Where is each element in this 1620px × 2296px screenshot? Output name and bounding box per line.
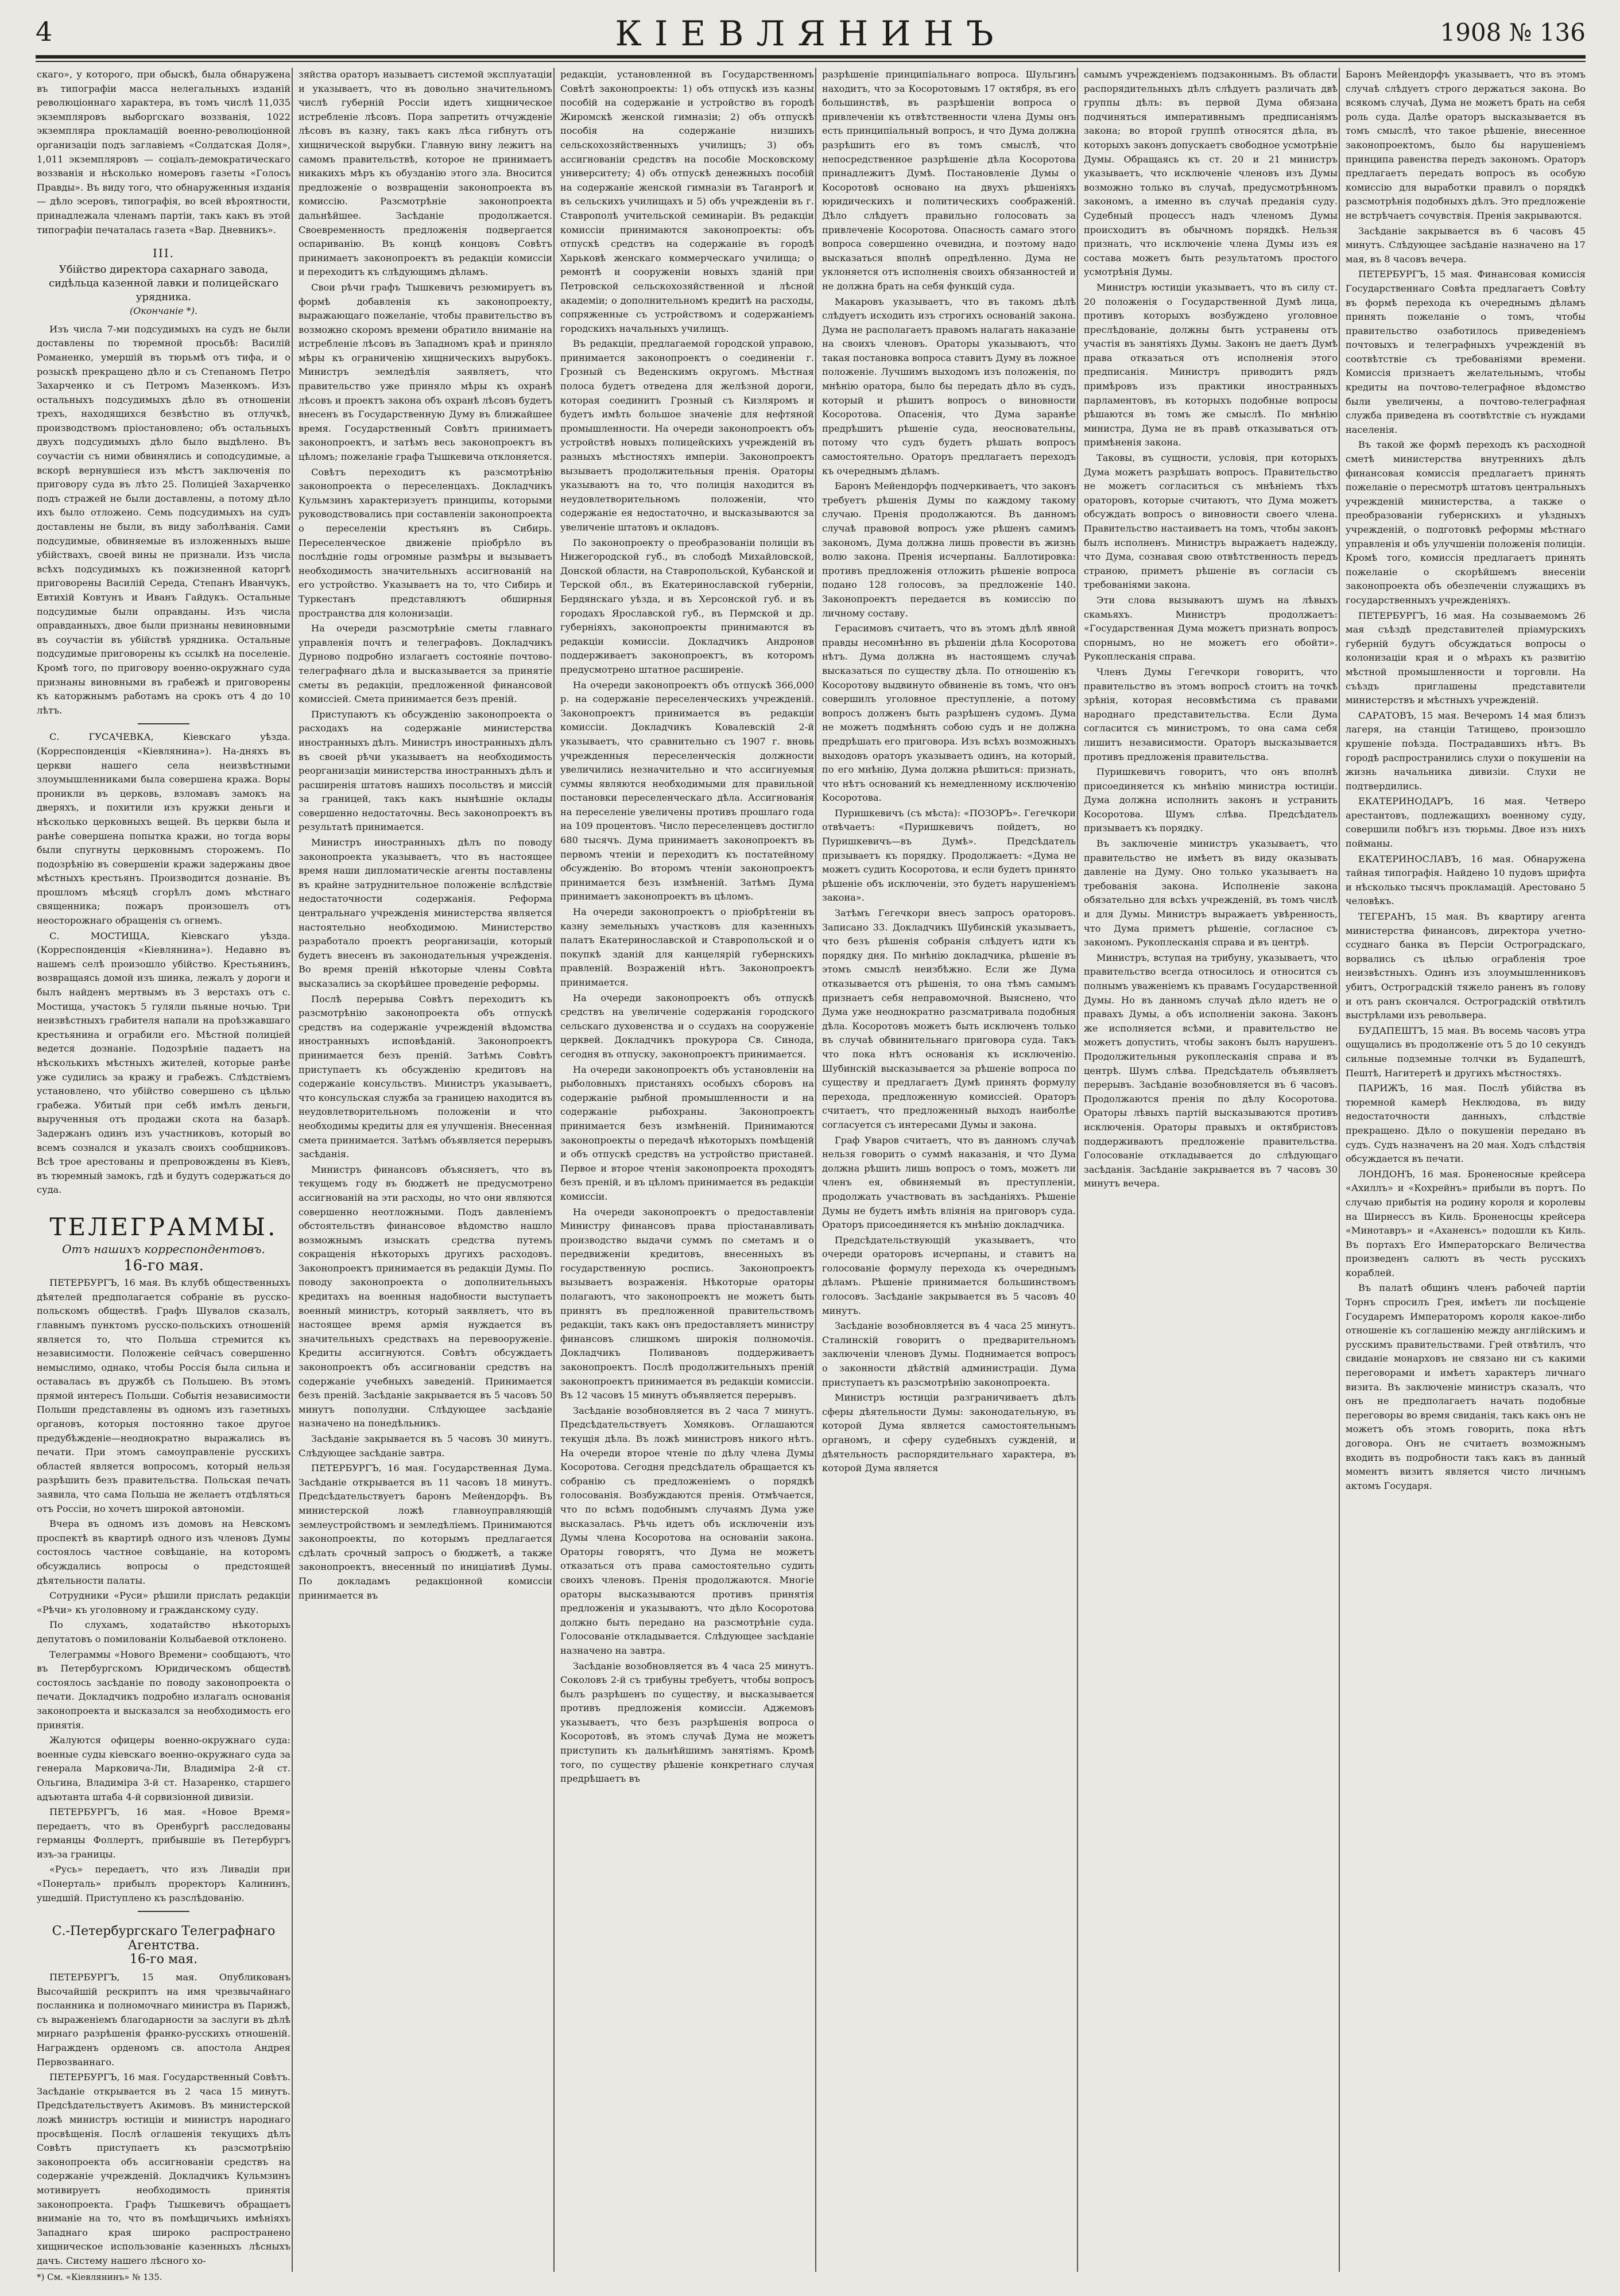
- paragraph: Жалуются офицеры военно-окружнаго суда: военные суды кіевскаго военно-окружнаго суда за генерала Марковича-Ли, Владиміра 2-й ст. Ольгина, Владиміра 3-й ст. Назаренко, старшего адъютанта штаба 4-й сорвизіонной дивизіи.: [37, 1735, 290, 1802]
- paragraph: скаго», у которого, при обыскѣ, была обнаружена въ типографіи масса нелегальныхъ изданій революціоннаго характера, въ томъ числѣ 11,035 экземпляровъ выборгскаго воззванія, 1022 экземпляра прокламацій военно-революціонной организаціи подъ заглавіемъ «Солдатская Доля», 1,011 экземпляровъ — соціалъ-демократическаго воззванія и нѣсколько номеровъ газеты «Голосъ Правды». Въ виду того, что обнаруженныя изданія — дѣло эсеровъ, типографія, во всей вѣроятности, принадлежала членамъ партіи, такъ какъ въ этой типографіи печаталась газета «Вар. Дневникъ».: [37, 69, 290, 235]
- column-divider: [553, 68, 555, 2272]
- column-divider: [815, 68, 816, 2272]
- paragraph: зяйства ораторъ называетъ системой эксплуатаціи и указываетъ, что въ довольно значительномъ числѣ губерній Россіи идетъ хищническое истребленіе лѣсовъ. Пора запретить отчужденіе лѣсовъ въ казну, такъ какъ лѣса гибнутъ отъ хищнической вырубки. Главную вину лежитъ на самомъ правительствѣ, которое не принимаетъ никакихъ мѣръ къ обузданію этого зла. Вносится предложеніе о возвращеніи законопроекта въ комиссію. Разсмотрѣніе законопроекта дальнѣйшее. Засѣданіе продолжается. Своевременность предложенія подвергается оспариванію. Въ концѣ концовъ Совѣтъ принимаетъ законопроектъ въ редакціи комиссіи и переходитъ къ слѣдующимъ дѣламъ.: [299, 69, 552, 278]
- column-divider: [1339, 68, 1340, 2272]
- paragraph: ПЕТЕРБУРГЪ, 15 мая. Финансовая комиссія Государственнаго Совѣта предлагаетъ Совѣту въ формѣ перехода къ очереднымъ дѣламъ принять пожеланіе о томъ, чтобы правительство озаботилось приведеніемъ почтовыхъ и телеграфныхъ учрежденій въ соотвѣтствіе съ требованіями времени. Комиссія признаетъ желательнымъ, чтобы кредиты на почтово-телеграфное вѣдомство были увеличены, а почтово-телеграфная служба приведена въ соотвѣтствіе съ нуждами населенія.: [1346, 269, 1586, 435]
- column-3: [560, 68, 814, 2272]
- paragraph: Таковы, въ сущности, условія, при которыхъ Дума можетъ разрѣшать вопросъ. Правительство не можетъ согласиться съ мнѣніемъ тѣхъ ораторовъ, которые считаютъ, что Дума можетъ обсуждать вопросъ о виновности своего члена. Правительство настаиваетъ на томъ, чтобы законъ былъ исполненъ. Министръ выражаетъ надежду, что Дума, сознавая свою отвѣтственность передъ страною, приметъ рѣшеніе въ согласіи съ требованіями закона.: [1084, 452, 1338, 591]
- paragraph: Въ такой же формѣ переходъ къ расходной сметѣ министерства внутреннихъ дѣлъ финансовая комиссія предлагаетъ принять пожеланіе о пересмотрѣ штатовъ центральныхъ учрежденій министерства, а также о преобразованіи губернскихъ и уѣздныхъ учрежденій, о подготовкѣ реформы мѣстнаго управленія и объ улучшеніи положенія полиціи. Кромѣ того, комиссія предлагаетъ принять пожеланіе о скорѣйшемъ внесеніи законопроекта объ обезпеченіи служащихъ въ государственныхъ учрежденіяхъ.: [1346, 439, 1586, 606]
- paragraph: С. ГУСАЧЕВКА, Кіевскаго уѣзда. (Корреспонденція «Кіевлянина»). На-дняхъ въ церкви нашего села неизвѣстными злоумышленниками была совершена кража. Воры проникли въ церковь, взломавъ замокъ на дверяхъ, и похитили изъ кружки деньги и нѣсколько церковныхъ вещей. Въ церкви была и ранѣе совершена попытка кражи, но тогда воры были спугнуты церковнымъ сторожемъ. По подозрѣнію въ совершеніи кражи задержаны двое мѣстныхъ крестьянъ. Производится дознаніе. Въ прошломъ мѣсяцѣ сгорѣлъ домъ мѣстнаго священника; пожаръ произошелъ отъ неосторожнаго обращенія съ огнемъ.: [37, 731, 290, 926]
- paragraph: Министръ юстиціи разграничиваетъ дѣлъ сферы дѣятельности Думы: законодательную, въ которой Дума является самостоятельнымъ органомъ, и сферу судебныхъ сужденій, и дѣятельность распорядительнаго характера, въ которой Дума является: [822, 1392, 1076, 1474]
- header-rule-thin: [36, 61, 1586, 62]
- paragraph: редакціи, установленной въ Государственномъ Совѣтѣ законопроекты: 1) объ отпускѣ изъ казны пособій на содержаніе и устройство въ городѣ Жиромскѣ женской гимназіи; 2) объ отпускѣ пособія на содержаніе низшихъ сельскохозяйственныхъ училищъ; 3) объ ассигнованіи средствъ на пособіе Московскому университету; 4) объ отпускѣ денежныхъ пособій на содержаніе женской гимназіи въ Таганрогѣ и въ сельскихъ училищахъ и 5) объ учрежденіи въ г. Ставрополѣ учительской семинаріи. Въ редакціи комиссіи принимаются законопроекты: объ отпускѣ средствъ на содержаніе въ городѣ Харьковѣ женскаго коммерческаго училища; о ремонтѣ и сооруженіи новыхъ зданій при Петровской сельскохозяйственной и лѣсной академіи; о дополнительномъ кредитѣ на расходы, сопряженные съ устройствомъ и содержаніемъ городскихъ начальныхъ училищъ.: [560, 69, 814, 334]
- section-title-text: Убійство директора сахарнаго завода, сидѣльца казенной лавки и полицейскаго урядника.: [48, 263, 279, 303]
- paragraph: Пуришкевичъ (съ мѣста): «ПОЗОРЪ». Гегечкори отвѣчаетъ: «Пуришкевичъ пойдетъ, но Пуришкевичъ—въ Думѣ». Предсѣдатель призываетъ къ порядку. Продолжаетъ: «Дума не можетъ судить Косоротова, и если будетъ принято рѣшеніе объ исключеніи, это будетъ нарушеніемъ закона».: [822, 807, 1076, 903]
- section-subtitle: (Окончаніе *).: [129, 305, 198, 316]
- paragraph: Изъ числа 7-ми подсудимыхъ на судъ не были доставлены по тюремной просьбѣ: Василій Романенко, умершій въ тюрьмѣ отъ тифа, и о розыскѣ прекращено дѣло и съ Степаномъ Петро Захарченко и съ Петромъ Мазенкомъ. Изъ остальныхъ подсудимыхъ дѣло въ отношеніи трехъ, находящихся безвѣстно въ отлучкѣ, производствомъ пріостановлено; объ остальныхъ двухъ подсудимыхъ дѣло было выдѣлено. Въ соучастіи съ ними обвинялись и соподсудимые, а вскорѣ вернувшіеся изъ мѣстъ заключенія по приговору суда въ лѣто 25. Полиціей Захарченко подъ стражей не были доставлены, а потому дѣло ихъ было отложено. Семь подсудимыхъ на судъ доставлены не были, въ виду заболѣванія. Сами подсудимые, обвиняемые въ изложенныхъ выше убійствахъ, своей вины не признали. Изъ числа всѣхъ подсудимыхъ къ пожизненной каторгѣ приговорены Василій Середа, Степанъ Иванчукъ, Евтихій Ковтунъ и Иванъ Гайдукъ. Остальные подсудимые были оправданы. Изъ числа оправданныхъ, двое были признаны невиновными въ соучастіи въ убійствѣ урядника. Остальные подсудимые приговорены къ ссылкѣ на поселеніе. Кромѣ того, по приговору военно-окружнаго суда признаны виновными въ грабежѣ и приговорены къ каторжнымъ работамъ на срокъ отъ 4 до 10 лѣтъ.: [37, 323, 290, 716]
- agency-name-cont: Агентства.: [127, 1938, 200, 1953]
- telegrams-date: 16-го мая.: [123, 1256, 204, 1274]
- paragraph: Сотрудники «Руси» рѣшили прислать редакціи «Рѣчи» къ уголовному и гражданскому суду.: [37, 1590, 290, 1615]
- paragraph: САРАТОВЪ, 15 мая. Вечеромъ 14 мая близъ лагеря, на станціи Татищево, произошло крушеніе поѣзда. Пострадавшихъ нѣтъ. Въ городѣ распространились слухи о покушеніи на жизнь начальника дивизіи. Слухи не подтвердились.: [1346, 709, 1586, 792]
- paragraph: Герасимовъ считаетъ, что въ этомъ дѣлѣ явной правды несомнѣнно въ рѣшеніи дѣла Косоротова нѣтъ. Дума должна въ настоящемъ случаѣ высказаться по существу дѣла. По отношенію къ Косоротову выдвинуто обвиненіе въ томъ, что онъ совершилъ уголовное преступленіе, а потому вопросъ долженъ быть разрѣшенъ судомъ. Дума не можетъ подмѣнять собою судъ и не должна предрѣшать его приговора. Изъ всѣхъ возможныхъ выходовъ ораторъ указываетъ одинъ, на который, по его мнѣнію, Дума должна рѣшиться: признать, что нѣтъ оснований къ немедленному исключенію Косоротова.: [822, 623, 1076, 804]
- paragraph: Членъ Думы Гегечкори говоритъ, что правительство въ этомъ вопросѣ стоитъ на точкѣ зрѣнія, которая несовмѣстима съ правами народнаго представительства. Если Дума согласится съ министромъ, то она сама себя лишитъ независимости. Ораторъ высказывается противъ предложенія правительства.: [1084, 666, 1338, 762]
- footnote-rule: [37, 2268, 129, 2269]
- paragraph: Эти слова вызываютъ шумъ на лѣвыхъ скамьяхъ. Министръ продолжаетъ: «Государственная Дума можетъ признать вопросъ спорнымъ, но не можетъ его обойти». Рукоплесканія справа.: [1084, 594, 1338, 662]
- paragraph: Засѣданіе возобновляется въ 4 часа 25 минутъ. Сталинскій говоритъ о предварительномъ заключеніи членовъ Думы. Поднимается вопросъ о законности дѣйствій администраціи. Дума приступаетъ къ разсмотрѣнію законопроекта.: [822, 1320, 1076, 1388]
- column-6: [1346, 68, 1586, 2272]
- agency-heading: [37, 1925, 290, 1967]
- paragraph: На очереди разсмотрѣніе сметы главнаго управленія почтъ и телеграфовъ. Докладчикъ Дурново подробно излагаетъ состояніе почтово-телеграфнаго дѣла и высказывается за принятіе сметы въ редакціи, предложенной финансовой комиссіей. Смета принимается безъ преній.: [299, 623, 552, 705]
- paragraph: ПЕТЕРБУРГЪ, 16 мая. Государственная Дума. Засѣданіе открывается въ 11 часовъ 18 минутъ. Предсѣдательствуетъ баронъ Мейендорфъ. Въ министерской ложѣ главноуправляющій землеустройствомъ и земледѣліемъ. Принимаются законопроекты, по которымъ предлагается сдѣлать срочный запросъ о бюджетѣ, а также законопроектъ, внесенный по иниціативѣ Думы. По докладамъ редакціонной комиссіи принимается въ: [299, 1463, 552, 1601]
- paragraph: ТЕГЕРАНЪ, 15 мая. Въ квартиру агента министерства финансовъ, директора учетно-ссуднаго банка въ Персіи Остроградскаго, ворвались съ цѣлью ограбленія трое неизвѣстныхъ. Одинъ изъ злоумышленниковъ убитъ, Остроградскій тяжело раненъ въ голову и отъ ранъ скончался. Остроградскій отвѣтилъ выстрѣлами изъ револьвера.: [1346, 911, 1586, 1021]
- paragraph: «Русь» передаетъ, что изъ Ливадіи при «Понерталь» прибылъ проректоръ Калининъ, ушедшій. Приступлено къ разслѣдованію.: [37, 1864, 290, 1903]
- section-title: [37, 263, 290, 318]
- running-head: [36, 16, 1586, 53]
- paragraph: ПЕТЕРБУРГЪ, 16 мая. Государственный Совѣтъ. Засѣданіе открывается въ 2 часа 15 минутъ. Предсѣдательствуетъ Акимовъ. Въ министерской ложѣ министръ юстиціи и министръ народнаго просвѣщенія. Послѣ оглашенія текущихъ дѣлъ Совѣтъ приступаетъ къ разсмотрѣнію законопроекта объ ассигнованіи средствъ на содержаніе учрежденій. Докладчикъ Кульмзинъ мотивируетъ необходимость принятія законопроекта. Графъ Тышкевичъ обращаетъ вниманіе на то, что въ помѣщичьихъ имѣніяхъ Западнаго края широко распространено хищническое использованіе казенныхъ лѣсныхъ дачъ. Систему нашего лѣсного хо-: [37, 2072, 290, 2266]
- paragraph: Министръ юстиціи указываетъ, что въ силу ст. 20 положенія о Государственной Думѣ лица, противъ которыхъ возбуждено уголовное преслѣдованіе, должны быть устранены отъ участія въ занятіяхъ Думы. Законъ не даетъ Думѣ права отказаться отъ исполненія этого предписанія. Министръ приводитъ рядъ примѣровъ изъ практики иностранныхъ парламентовъ, въ которыхъ подобные вопросы рѣшаются въ томъ же смыслѣ. По мнѣнію министра, Дума не въ правѣ отказываться отъ примѣненія закона.: [1084, 281, 1338, 448]
- paragraph: Баронъ Мейендорфъ подчеркиваетъ, что законъ требуетъ рѣшенія Думы по каждому такому случаю. Пренія продолжаются. Въ данномъ случаѣ правовой вопросъ уже рѣшенъ самимъ закономъ, Дума должна лишь провести въ жизнь волю закона. Пренія исчерпаны. Баллотировка: противъ предложенія отложить рѣшеніе вопроса подано 128 голосовъ, за предложеніе 140. Законопроектъ передается въ комиссію по личному составу.: [822, 480, 1076, 619]
- paragraph: Баронъ Мейендорфъ указываетъ, что въ этомъ случаѣ слѣдуетъ строго держаться закона. Во всякомъ случаѣ, Дума не можетъ брать на себя роль суда. Далѣе ораторъ высказывается въ томъ смыслѣ, что такое рѣшеніе, внесенное законопроектомъ, было бы нарушеніемъ принципа равенства передъ закономъ. Ораторъ предлагаетъ передать вопросъ въ особую комиссію для выработки правилъ о порядкѣ разсмотрѣнія подобныхъ дѣлъ. Это предложеніе не встрѣчаетъ сочувствія. Пренія закрываются.: [1346, 69, 1586, 221]
- paragraph: Макаровъ указываетъ, что въ такомъ дѣлѣ слѣдуетъ исходить изъ строгихъ основаній закона. Дума не располагаетъ правомъ налагать наказаніе на своихъ членовъ. Ораторы указываютъ, что такая постановка вопроса ставитъ Думу въ ложное положеніе. Лучшимъ выходомъ изъ положенія, по мнѣнію оратора, было бы передать дѣло въ судъ, который и рѣшитъ вопросъ о виновности Косоротова. Опасенія, что Дума заранѣе предрѣшитъ рѣшеніе суда, неосновательны, потому что судъ будетъ рѣшать вопросъ самостоятельно. Ораторъ предлагаетъ переходъ къ очереднымъ дѣламъ.: [822, 296, 1076, 476]
- paragraph: ПЕТЕРБУРГЪ, 16 мая. На созываемомъ 26 мая съѣздѣ представителей пріамурскихъ губерній будутъ обсуждаться вопросы о колонизаціи края и о мѣрахъ къ развитію мѣстной промышленности и торговли. На съѣздъ приглашены представители министерствъ и мѣстныхъ учрежденій.: [1346, 610, 1586, 706]
- footnote: *) См. «Кіевлянинъ» № 135.: [37, 2272, 162, 2282]
- paragraph: Засѣданіе закрывается въ 5 часовъ 30 минутъ. Слѣдующее засѣданіе завтра.: [299, 1433, 552, 1459]
- telegrams-heading: [37, 1212, 290, 1273]
- paragraph: Свои рѣчи графъ Тышкевичъ резюмируетъ въ формѣ добавленія къ законопроекту, выражающаго пожеланіе, чтобы правительство въ возможно скоромъ времени обратило вниманіе на истребленіе лѣсовъ въ Западномъ краѣ и приняло мѣры къ ограниченію хищническихъ вырубокъ. Министръ земледѣлія заявляетъ, что правительство уже приняло мѣры къ охранѣ лѣсовъ и проектъ закона объ охранѣ лѣсовъ будетъ внесенъ въ Государственную Думу въ ближайшее время. Государственный Совѣтъ принимаетъ законопроектъ, и затѣмъ весь законопроектъ въ цѣломъ; пожеланіе графа Тышкевича отклоняется.: [299, 281, 552, 463]
- column-1: [37, 68, 290, 2272]
- paragraph: самымъ учрежденіемъ подзаконнымъ. Въ области распорядительныхъ дѣлъ слѣдуетъ различать двѣ группы дѣлъ: въ первой Дума обязана подчиняться императивнымъ предписаніямъ закона; во второй группѣ относятся дѣла, въ которыхъ законъ допускаетъ свободное усмотрѣніе Думы. Обращаясь къ ст. 20 и 21 министръ указываетъ, что исключеніе членовъ изъ Думы возможно только въ случаѣ, предусмотрѣнномъ закономъ, а именно въ случаѣ преданія суду. Судебный процессъ надъ членомъ Думы происходитъ въ обычномъ порядкѣ. Нельзя признать, что исключеніе члена Думы изъ ея состава можетъ быть результатомъ простого усмотрѣнія Думы.: [1084, 69, 1338, 278]
- paragraph: Вчера въ одномъ изъ домовъ на Невскомъ проспектѣ въ квартирѣ одного изъ членовъ Думы состоялось частное совѣщаніе, на которомъ обсуждались вопросы о предстоящей дѣятельности палаты.: [37, 1518, 290, 1586]
- paragraph: Приступаютъ къ обсужденію законопроекта о расходахъ на содержаніе министерства иностранныхъ дѣлъ. Министръ иностранныхъ дѣлъ въ своей рѣчи указываетъ на необходимость реорганизаціи министерства иностранныхъ дѣлъ и расширенія штатовъ нашихъ посольствъ и миссій за границей, такъ какъ нынѣшніе оклады совершенно недостаточны. Весь законопроектъ въ результатѣ принимается.: [299, 708, 552, 833]
- telegrams-title: ТЕЛЕГРАММЫ.: [49, 1212, 278, 1241]
- paragraph: Въ заключеніе министръ указываетъ, что правительство не имѣетъ въ виду оказывать давленіе на Думу. Оно только указываетъ на требованія закона. Исполненіе закона обязательно для всѣхъ учрежденій, въ томъ числѣ и для Думы. Министръ выражаетъ увѣренность, что Дума приметъ рѣшеніе, согласное съ закономъ. Рукоплесканія справа и въ центрѣ.: [1084, 838, 1338, 948]
- paragraph: Затѣмъ Гегечкори внесъ запросъ ораторовъ. Записано 33. Докладчикъ Шубинскій указываетъ, что безъ рѣшенія собранія слѣдуетъ идти къ порядку дня. По мнѣнію докладчика, рѣшеніе въ этомъ смыслѣ неизбѣжно. Если же Дума отказывается отъ рѣшенія, то она тѣмъ самымъ признаетъ себя неправомочной. Выяснено, что Дума уже неоднократно разсматривала подобныя дѣла. Косоротовъ можетъ быть исключенъ только въ случаѣ обвинительнаго приговора суда. Такъ что пока нѣтъ основанія къ исключенію. Шубинскій высказывается за рѣшеніе вопроса по существу и предлагаетъ Думѣ принять формулу перехода, предложенную комиссіей. Ораторъ считаетъ, что предложенный выходъ наиболѣе согласуется съ интересами Думы и закона.: [822, 907, 1076, 1130]
- paragraph: Засѣданіе возобновляется въ 2 часа 7 минутъ. Предсѣдательствуетъ Хомяковъ. Оглашаются текущія дѣла. Въ ложѣ министровъ никого нѣтъ. На очереди второе чтеніе по дѣлу члена Думы Косоротова. Сегодня предсѣдатель обращается къ собранію съ предложеніемъ о порядкѣ голосованія. Возбуждаются пренія. Отмѣчается, что по всѣмъ подобнымъ случаямъ Дума уже высказалась. Рѣчь идетъ объ исключеніи изъ Думы члена Косоротова на основаніи закона. Ораторы говорятъ, что Дума не можетъ отказаться отъ права самостоятельно судить своихъ членовъ. Пренія продолжаются. Многіе ораторы высказываются противъ принятія предложенія и указываютъ, что дѣло Косоротова должно быть передано на разсмотрѣніе суда. Голосованіе откладывается. Слѣдующее засѣданіе назначено на завтра.: [560, 1405, 814, 1656]
- paragraph: На очереди законопроектъ объ отпускѣ средствъ на увеличеніе содержанія городского сельскаго духовенства и о ссудахъ на сооруженіе церквей. Докладчикъ прокурора Св. Синода, сегодня въ отпуску, законопроектъ принимается.: [560, 992, 814, 1060]
- paragraph: Засѣданіе возобновляется въ 4 часа 25 минутъ. Соколовъ 2-й съ трибуны требуетъ, чтобы вопросъ былъ разрѣшенъ по существу, и высказывается противъ предложенія комиссіи. Аджемовъ указываетъ, что безъ разрѣшенія вопроса о Косоротовѣ, въ этомъ случаѣ Дума не можетъ приступить къ дальнѣйшимъ занятіямъ. Кромѣ того, по существу рѣшеніе конкретнаго случая предрѣшаетъ въ: [560, 1660, 814, 1785]
- issue-number: 1908 № 136: [1440, 18, 1586, 46]
- paragraph: ПАРИЖЪ, 16 мая. Послѣ убійства въ тюремной камерѣ Неклюдова, въ виду недостаточности данныхъ, слѣдствіе прекращено. Дѣло о покушеніи передано въ судъ. Судъ назначенъ на 20 мая. Ходъ слѣдствія обсуждается въ печати.: [1346, 1083, 1586, 1165]
- divider: [138, 723, 189, 724]
- paragraph: Предсѣдательствующій указываетъ, что очереди ораторовъ исчерпаны, и ставитъ на голосованіе формулу перехода къ очереднымъ дѣламъ. Рѣшеніе принимается большинствомъ голосовъ. Засѣданіе закрывается въ 5 часовъ 40 минутъ.: [822, 1234, 1076, 1316]
- paragraph: разрѣшеніе принципіальнаго вопроса. Шульгинъ находитъ, что за Косоротовымъ 17 октября, въ его большинствѣ, въ разрѣшеніи вопроса о привлеченіи къ отвѣтственности члена Думы онъ есть принципіальный вопросъ, и что Дума должна разрѣшить его въ томъ смыслѣ, что непосредственное разрѣшеніе дѣла Косоротова принадлежитъ Думѣ. Постановленіе Думы о Косоротовѣ основано на двухъ рѣшеніяхъ юридическихъ и политическихъ соображеній. Дѣло слѣдуетъ правильно голосовать за привлеченіе Косоротова. Опасность самаго этого вопроса совершенно очевидна, и поэтому надо высказаться вполнѣ опредѣленно. Дума не уклоняется отъ исполненія своихъ обязанностей и не должна брать на себя функцій суда.: [822, 69, 1076, 292]
- agency-date: 16-го мая.: [129, 1952, 198, 1967]
- paragraph: Засѣданіе закрывается въ 6 часовъ 45 минутъ. Слѣдующее засѣданіе назначено на 17 мая, въ 8 часовъ вечера.: [1346, 225, 1586, 265]
- paragraph: ПЕТЕРБУРГЪ, 16 мая. «Новое Время» передаетъ, что въ Оренбургѣ расследованы германцы Фоллертъ, прибывшіе въ Петербургъ изъ-за границы.: [37, 1806, 290, 1860]
- paragraph: С. МОСТИЩА, Кіевскаго уѣзда. (Корреспонденція «Кіевлянина»). Недавно въ нашемъ селѣ произошло убійство. Крестьянинъ, возвращаясь домой изъ шинка, лежалъ у дороги и былъ найденъ мертвымъ въ 3 верстахъ отъ с. Мостища, участокъ 5 гуляли пьяные ночью. Три неизвѣстныхъ грабителя напали на проѣзжавшаго крестьянина и ограбили его. Мѣстной полиціей ведется дознаніе. Подозрѣніе падаетъ на нѣсколькихъ мѣстныхъ жителей, которые ранѣе уже судились за кражу и грабежъ. Слѣдствіемъ установлено, что убійство совершено съ цѣлью грабежа. Убитый при себѣ имѣлъ деньги, вырученныя отъ продажи скота на базарѣ. Задержанъ одинъ изъ участниковъ, который во всемъ сознался и указалъ своихъ сообщниковъ. Всѣ трое арестованы и препровождены въ Кіевъ, въ тюремный замокъ, гдѣ и будутъ содержаться до суда.: [37, 930, 290, 1196]
- paragraph: По слухамъ, ходатайство нѣкоторыхъ депутатовъ о помилованіи Колыбаевой отклонено.: [37, 1619, 290, 1645]
- paragraph: ЕКАТЕРИНОДАРЪ, 16 мая. Четверо арестантовъ, подлежащихъ военному суду, совершили побѣгъ изъ тюрьмы. Двое изъ нихъ пойманы.: [1346, 796, 1586, 850]
- page-number: 4: [36, 16, 53, 47]
- telegrams-subtitle: Отъ нашихъ корреспондентовъ.: [62, 1242, 265, 1256]
- column-divider: [292, 68, 293, 2272]
- paragraph: Въ редакціи, предлагаемой городской управою, принимается законопроектъ о соединеніи г. Грозный съ Веденскимъ округомъ. Мѣстная полоса будетъ отведена для желѣзной дороги, которая соединитъ Грозный съ Кизляромъ и будетъ имѣть большое значеніе для нефтяной промышленности. На очереди законопроектъ объ устройствѣ новыхъ полицейскихъ учрежденій въ разныхъ мѣстностяхъ имперіи. Законопроектъ вызываетъ продолжительныя пренія. Ораторы указываютъ на то, что полиція находится въ неудовлетворительномъ положеніи, что содержаніе ея недостаточно, и высказываются за увеличеніе штатовъ и окладовъ.: [560, 338, 814, 533]
- paragraph: Совѣтъ переходитъ къ разсмотрѣнію законопроекта о переселенцахъ. Докладчикъ Кульмзинъ характеризуетъ принципы, которыми руководствовались при составленіи законопроекта о переселеніи крестьянъ въ Сибирь. Переселенческое движеніе пріобрѣло въ послѣдніе годы огромные размѣры и вызываетъ необходимость значительныхъ ассигнованій на его устройство. Указываетъ на то, что Сибирь и Туркестанъ представляютъ обширныя пространства для колонизаціи.: [299, 466, 552, 619]
- paragraph: ПЕТЕРБУРГЪ, 16 мая. Въ клубѣ общественныхъ дѣятелей предполагается собраніе въ русско-польскомъ обществѣ. Графъ Шувалов сказалъ, главнымъ пунктомъ русско-польскихъ отношеній является то, что Польша стремится къ независимости. Положеніе сейчасъ совершенно немыслимо, однако, чтобы Россія была сильна и оставалась въ дружбѣ съ Польшею. Въ этомъ прямой интересъ Польши. Событія независимости Польши представлены въ одномъ изъ газетныхъ органовъ, которыя постоянно такое другое предубѣжденіе—неоднократно выражались въ печати. При этомъ самоуправленіе русскихъ областей является вопросомъ, который нельзя разрѣшить безъ правительства. Польская печать заявила, что сама Польша не желаетъ отдѣляться отъ Россіи, но хочетъ широкой автономіи.: [37, 1277, 290, 1514]
- paragraph: ЕКАТЕРИНОСЛАВЪ, 16 мая. Обнаружена тайная типографія. Найдено 10 пудовъ шрифта и нѣсколько тысячъ прокламацій. Арестовано 5 человѣкъ.: [1346, 853, 1586, 907]
- paragraph: Телеграммы «Нового Времени» сообщаютъ, что въ Петербургскомъ Юридическомъ обществѣ состоялось засѣданіе по поводу законопроекта о печати. Докладчикъ подробно излагалъ основанія законопроекта и высказался за необходимость его принятія.: [37, 1649, 290, 1731]
- paragraph: По законопроекту о преобразованіи полиціи въ Нижегородской губ., въ слободѣ Михайловской, Донской области, на Ставропольской, Кубанской и Терской обл., въ Екатеринославской губерніи, Бердянскаго уѣзда, и въ Херсонской губ. и въ городахъ Ярославской губ., въ Пермской и др. губерніяхъ, законопроекты принимаются въ редакціи комиссіи. Докладчикъ Андронов поддерживаетъ законопроектъ, въ которомъ предусмотрено штатное расширеніе.: [560, 537, 814, 675]
- paragraph: ПЕТЕРБУРГЪ, 15 мая. Опубликованъ Высочайшій рескриптъ на имя чрезвычайнаго посланника и полномочнаго министра въ Парижѣ, съ выраженіемъ благодарности за заслуги въ дѣлѣ мирнаго разрѣшенія франко-русскихъ отношеній. Награжденъ орденомъ св. апостола Андрея Первозваннаго.: [37, 1972, 290, 2068]
- paragraph: Пуришкевичъ говоритъ, что онъ вполнѣ присоединяется къ мнѣнію министра юстиціи. Дума должна исполнить законъ и устранить Косоротова. Шумъ слѣва. Предсѣдатель призываетъ къ порядку.: [1084, 766, 1338, 834]
- agency-name: С.-Петербургскаго Телеграфнаго: [52, 1924, 276, 1939]
- paragraph: На очереди законопроектъ объ установленіи на рыболовныхъ пристаняхъ особыхъ сборовъ на содержаніе рыбной промышленности и на содержаніе рыбохраны. Законопроектъ принимается безъ измѣненій. Принимаются законопроекты о передачѣ нѣкоторыхъ помѣщеній и объ отпускѣ средствъ на устройство пристаней. Первое и второе чтенія законопроекта проходятъ безъ преній, и въ цѣломъ принимается въ редакціи комиссіи.: [560, 1064, 814, 1202]
- header-rule-thick: [36, 55, 1586, 59]
- paragraph: ЛОНДОНЪ, 16 мая. Броненосные крейсера «Ахиллъ» и «Кохрейнъ» прибыли въ портъ. По случаю прибытія на родину короля и королевы на Ширнессъ въ Киль. Броненосцы крейсера «Минотавръ» и «Аханенсъ» подошли къ Киль. Въ портахъ Его Императорскаго Величества произведенъ салютъ въ честь русскихъ кораблей.: [1346, 1168, 1586, 1278]
- column-4: [822, 68, 1076, 2272]
- paragraph: На очереди законопроектъ о пріобрѣтеніи въ казну земельныхъ участковъ для казенныхъ палатъ Екатеринославской и Ставропольской и о покупкѣ зданій для канцелярій губернскихъ правленій. Возраженій нѣтъ. Законопроектъ принимается.: [560, 906, 814, 988]
- paragraph: Министръ финансовъ объясняетъ, что въ текущемъ году въ бюджетѣ не предусмотрено ассигнованій на эти расходы, но что они являются совершенно неотложными. Подъ давленіемъ обстоятельствъ финансовое вѣдомство нашло возможнымъ изыскать средства путемъ сокращенія нѣкоторыхъ другихъ расходовъ. Законопроектъ принимается въ редакціи Думы. По поводу законопроекта о дополнительныхъ кредитахъ на военныя надобности выступаетъ военный министръ, который заявляетъ, что въ настоящее время армія нуждается въ значительныхъ средствахъ на перевооруженіе. Кредиты ассигнуются. Совѣтъ обсуждаетъ законопроектъ объ ассигнованіи средствъ на содержаніе учебныхъ заведеній. Принимается безъ преній. Засѣданіе закрывается въ 5 часовъ 50 минутъ пополудни. Слѣдующее засѣданіе назначено на понедѣльникъ.: [299, 1163, 552, 1429]
- paragraph: Министръ иностранныхъ дѣлъ по поводу законопроекта указываетъ, что въ настоящее время наши дипломатическіе агенты поставлены въ крайне затруднительное положеніе вслѣдствіе недостаточности содержанія. Реформа центральнаго учрежденія министерства является настоятельно необходимою. Министерство разработало проектъ реорганизаціи, который будетъ внесенъ въ законодательныя учрежденія. Во время преній нѣкоторые члены Совѣта высказались за скорѣйшее проведеніе реформы.: [299, 837, 552, 989]
- paragraph: На очереди законопроектъ объ отпускѣ 366,000 р. на содержаніе переселенческихъ учрежденій. Законопроектъ принимается въ редакціи комиссіи. Докладчикъ Ковалевскій 2-й указываетъ, что сравнительно съ 1907 г. вновь учрежденныя переселенческія должности увеличились незначительно и что ассигнуемыя суммы являются необходимыми для правильной постановки переселенческаго дѣла. Ассигнованія на переселеніе увеличены противъ прошлаго года на 109 процентовъ. Число переселенцевъ достигло 680 тысячъ. Дума принимаетъ законопроектъ въ первомъ чтеніи и переходитъ къ постатейному обсужденію. Во второмъ чтеніи законопроектъ принимается безъ измѣненій. Затѣмъ Дума принимаетъ законопроектъ въ цѣломъ.: [560, 679, 814, 902]
- divider: [138, 1911, 189, 1912]
- paragraph: На очереди законопроектъ о предоставленіи Министру финансовъ права пріостанавливать производство выдачи суммъ по сметамъ и о передвиженіи кредитовъ, внесенныхъ въ государственную роспись. Законопроектъ вызываетъ возраженія. Нѣкоторые ораторы полагаютъ, что законопроектъ не можетъ быть принятъ въ предложенной правительствомъ редакціи, такъ какъ онъ предоставляетъ министру финансовъ слишкомъ широкія полномочія. Докладчикъ Поливановъ поддерживаетъ законопроектъ. Послѣ продолжительныхъ преній законопроектъ принимается въ редакціи комиссіи. Въ 12 часовъ 15 минутъ объявляется перерывъ.: [560, 1206, 814, 1401]
- paragraph: Министръ, вступая на трибуну, указываетъ, что правительство всегда относилось и относится съ полнымъ уваженіемъ къ правамъ Государственной Думы. Но въ данномъ случаѣ дѣло идетъ не о правахъ Думы, а объ исполненіи закона. Законъ же исполняется всѣми, и правительство не можетъ допустить, чтобы законъ былъ нарушенъ. Продолжительныя рукоплесканія справа и въ центрѣ. Шумъ слѣва. Предсѣдатель объявляетъ перерывъ. Засѣданіе возобновляется въ 6 часовъ. Продолжаются пренія по дѣлу Косоротова. Ораторы лѣвыхъ партій высказываются противъ исключенія. Ораторы правыхъ и октябристовъ поддерживаютъ предложеніе правительства. Голосованіе откладывается до слѣдующаго засѣданія. Засѣданіе закрывается въ 7 часовъ 30 минутъ вечера.: [1084, 952, 1338, 1189]
- section-number: III.: [152, 246, 175, 261]
- column-divider: [1077, 68, 1078, 2272]
- paragraph: Въ палатѣ общинъ членъ рабочей партіи Торнъ спросилъ Грея, имѣетъ ли посѣщеніе Государемъ Императоромъ короля какое-либо отношеніе къ соглашенію между англійскимъ и русскимъ правительствами. Грей отвѣтилъ, что свиданіе монарховъ не связано ни съ какими переговорами и имѣетъ характеръ личнаго визита. Въ заключеніе министръ сказалъ, что онъ не предполагаетъ начать подобные переговоры во время свиданія, такъ какъ онъ не можетъ объ этомъ говорить, пока нѣтъ договора. Онъ не считаетъ возможнымъ входить въ подробности такъ какъ въ данный моментъ визитъ является чисто личнымъ актомъ Государя.: [1346, 1282, 1586, 1491]
- column-5: [1084, 68, 1338, 2272]
- newspaper-title: КІЕВЛЯНИНЪ: [615, 14, 1006, 54]
- paragraph: БУДАПЕШТЪ, 15 мая. Въ восемь часовъ утра ощущались въ продолженіе отъ 5 до 10 секундъ сильные подземные толчки въ Будапештѣ, Пештѣ, Нагитеретѣ и другихъ мѣстностяхъ.: [1346, 1025, 1586, 1079]
- paragraph: Послѣ перерыва Совѣтъ переходитъ къ разсмотрѣнію законопроекта объ отпускѣ средствъ на содержаніе учрежденій вѣдомства иностранныхъ исповѣданій. Законопроектъ принимается безъ преній. Затѣмъ Совѣтъ приступаетъ къ обсужденію кредитовъ на содержаніе консульствъ. Министръ указываетъ, что консульская служба за границею находится въ неудовлетворительномъ положеніи и что необходимы кредиты для ея улучшенія. Внесенная смета принимается. Затѣмъ объявляется перерывъ засѣданія.: [299, 993, 552, 1160]
- column-2: [299, 68, 552, 2272]
- paragraph: Граф Уваров считаетъ, что въ данномъ случаѣ нельзя говорить о суммѣ наказанія, и что Дума должна рѣшить лишь вопросъ о томъ, можетъ ли членъ ея, обвиняемый въ преступленіи, продолжать участвовать въ засѣданіяхъ. Рѣшеніе Думы не будетъ имѣть вліянія на приговоръ суда. Ораторъ присоединяется къ мнѣнію докладчика.: [822, 1134, 1076, 1231]
